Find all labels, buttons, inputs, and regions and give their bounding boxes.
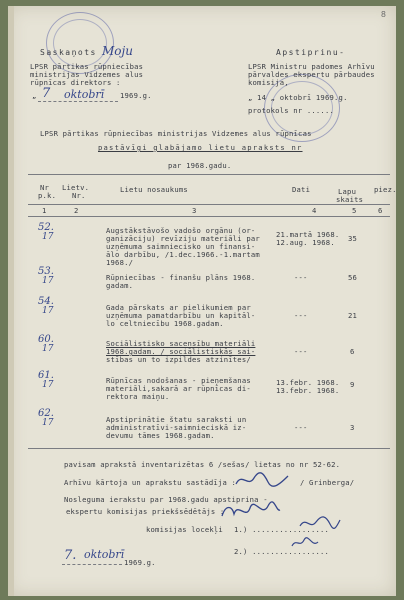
right-date: „ 14 „ oktobrī 1969.g. xyxy=(248,93,348,102)
header-lietv1: Lietv. xyxy=(62,183,90,192)
header-lietv2: Nr. xyxy=(72,191,86,200)
left-date-underline xyxy=(38,101,118,102)
header-notes: piez. xyxy=(374,185,397,194)
col-number: 1 xyxy=(42,206,47,215)
row-date: --- xyxy=(294,423,308,432)
row-text: Sociālistisko sacensību materiāli xyxy=(106,339,256,348)
left-line2: ministrijas Vidzemes alus xyxy=(30,70,144,79)
table-bottom-rule xyxy=(28,448,390,449)
compiler-signature xyxy=(234,470,290,494)
right-title: Apstiprinu- xyxy=(276,48,346,57)
col-number: 5 xyxy=(352,206,357,215)
header-rule xyxy=(28,204,390,205)
row-number: 60. xyxy=(38,334,54,345)
doc-title-line2: pastāvīgi glabājamo lietu apraksts nr xyxy=(98,143,303,152)
footer-members: komisijas locekļi xyxy=(146,525,223,534)
row-text: Gada pārskats ar pielikumiem par xyxy=(106,303,251,312)
table-top-rule xyxy=(28,174,390,175)
row-number: 54. xyxy=(38,296,54,307)
colnum-rule xyxy=(28,216,390,217)
row-date: 12.aug. 1968. xyxy=(276,238,335,247)
row-number: 53. xyxy=(38,266,54,277)
row-number: 52. xyxy=(38,222,54,233)
col-number: 6 xyxy=(378,206,383,215)
col-number: 2 xyxy=(74,206,79,215)
row-text: Augstākstāvošo vadošo orgānu (or- xyxy=(106,226,256,235)
row-number: 62. xyxy=(38,408,54,419)
footer-date-year: 1969.g. xyxy=(124,558,156,567)
row-text: ganizāciju) revīziju materiāli par xyxy=(106,234,260,243)
row-handwritten-mark: 17 xyxy=(42,380,54,390)
footer-approval: Nosleguma ierakstu par 1968.gadu apstiprina - xyxy=(64,495,268,504)
row-handwritten-mark: 17 xyxy=(42,306,54,316)
footer-summary: pavisam aprakstā inventarizētas 6 /sešas/ lietas no nr 52-62. xyxy=(64,460,341,469)
row-text: 1968./ xyxy=(106,258,134,267)
chairman-signature xyxy=(220,500,282,526)
header-pk: p.k. xyxy=(38,191,57,200)
member-signature xyxy=(298,514,342,536)
footer-member1: 1.) ................. xyxy=(234,525,330,534)
row-handwritten-mark: 17 xyxy=(42,276,54,286)
row-handwritten-mark: 17 xyxy=(42,232,54,242)
header-dates: Dati xyxy=(292,185,311,194)
left-signature: Moju xyxy=(102,44,133,58)
right-line3: komisija, xyxy=(248,78,289,87)
row-text: rektora maiņu. xyxy=(106,392,170,401)
row-text: ālo darbību, /1.dec.1966.-1.martam xyxy=(106,250,260,259)
header-name: Lietu nosaukums xyxy=(120,185,188,194)
left-date-month: oktobrī xyxy=(64,88,105,101)
header-pages1: Lapu xyxy=(338,187,357,196)
footer-compiler-label: Arhīvu kārtoja un aprakstu sastādīja : xyxy=(64,478,237,487)
row-date: --- xyxy=(294,273,308,282)
left-date-prefix: „ xyxy=(32,91,37,100)
col-number: 4 xyxy=(312,206,317,215)
row-text: lo celtniecību 1968.gadam. xyxy=(106,319,224,328)
row-date: 13.febr. 1968. xyxy=(276,386,340,395)
row-date: 13.febr. 1968. xyxy=(276,378,340,387)
row-text: materiāli,sakarā ar rūpnīcas di- xyxy=(106,384,251,393)
row-pages: 21 xyxy=(348,311,358,320)
row-text: stības un to izpildes atzinītes/ xyxy=(106,355,251,364)
row-text: gadam. xyxy=(106,281,134,290)
footer-compiler-name: / Grinberga/ xyxy=(300,478,355,487)
footer-member2: 2.) ................. xyxy=(234,547,330,556)
row-text: administratīvi-saimnieciskā iz- xyxy=(106,423,247,432)
row-number: 61. xyxy=(38,370,54,381)
row-text: uzņēmuma saimniecisko un finansi- xyxy=(106,242,256,251)
footer-date-day: 7. xyxy=(64,548,77,563)
row-text: devumu tāmes 1968.gadam. xyxy=(106,431,215,440)
row-text: uzņēmuma pamatdarbību un kapitāl- xyxy=(106,311,256,320)
footer-date-underline xyxy=(62,564,122,565)
row-handwritten-mark: 17 xyxy=(42,418,54,428)
col-number: 3 xyxy=(192,206,197,215)
row-date: --- xyxy=(294,311,308,320)
right-protocol: protokols nr ...... xyxy=(248,106,335,115)
document-page xyxy=(8,6,396,596)
row-pages: 35 xyxy=(348,234,358,243)
page-number: 8 xyxy=(380,10,386,19)
row-text: 1968.gadam. / sociālistiskās sai- xyxy=(106,347,256,356)
left-line1: LPSR pārtikas rūpniecības xyxy=(30,62,144,71)
binding-edge xyxy=(8,6,14,596)
row-pages: 9 xyxy=(350,380,355,389)
row-text: Rūpnīcas nodošanas - pieņemšanas xyxy=(106,376,251,385)
header-nr: Nr xyxy=(40,183,50,192)
row-pages: 6 xyxy=(350,347,355,356)
row-date: --- xyxy=(294,347,308,356)
footer-date-month: oktobrī xyxy=(84,548,125,561)
footer-chairman: ekspertu komisijas priekšsēdētājs : xyxy=(66,507,225,516)
doc-title-line3: par 1968.gadu. xyxy=(168,161,232,170)
header-pages2: skaits xyxy=(336,195,364,204)
member2-signature xyxy=(290,534,320,556)
row-text: Rūpniecības - finanšu plāns 1968. xyxy=(106,273,256,282)
row-handwritten-mark: 17 xyxy=(42,344,54,354)
row-pages: 56 xyxy=(348,273,358,282)
left-date-year: 1969.g. xyxy=(120,91,152,100)
right-line2: pārvaldes ekspertu pārbaudes xyxy=(248,70,375,79)
right-line1: LPSR Ministru padomes Arhīvu xyxy=(248,62,375,71)
left-date-day: 7 xyxy=(42,86,51,101)
row-pages: 3 xyxy=(350,423,355,432)
left-line3: rūpnīcas direktors : xyxy=(30,78,121,87)
row-text: Apstiprinātie štatu saraksti un xyxy=(106,415,247,424)
row-date: 21.martā 1968. xyxy=(276,230,340,239)
doc-title-line1: LPSR pārtikas rūpniecības ministrijas Vidzemes alus rūpnīcas xyxy=(40,129,312,138)
left-title: Saskaņots xyxy=(40,48,97,57)
